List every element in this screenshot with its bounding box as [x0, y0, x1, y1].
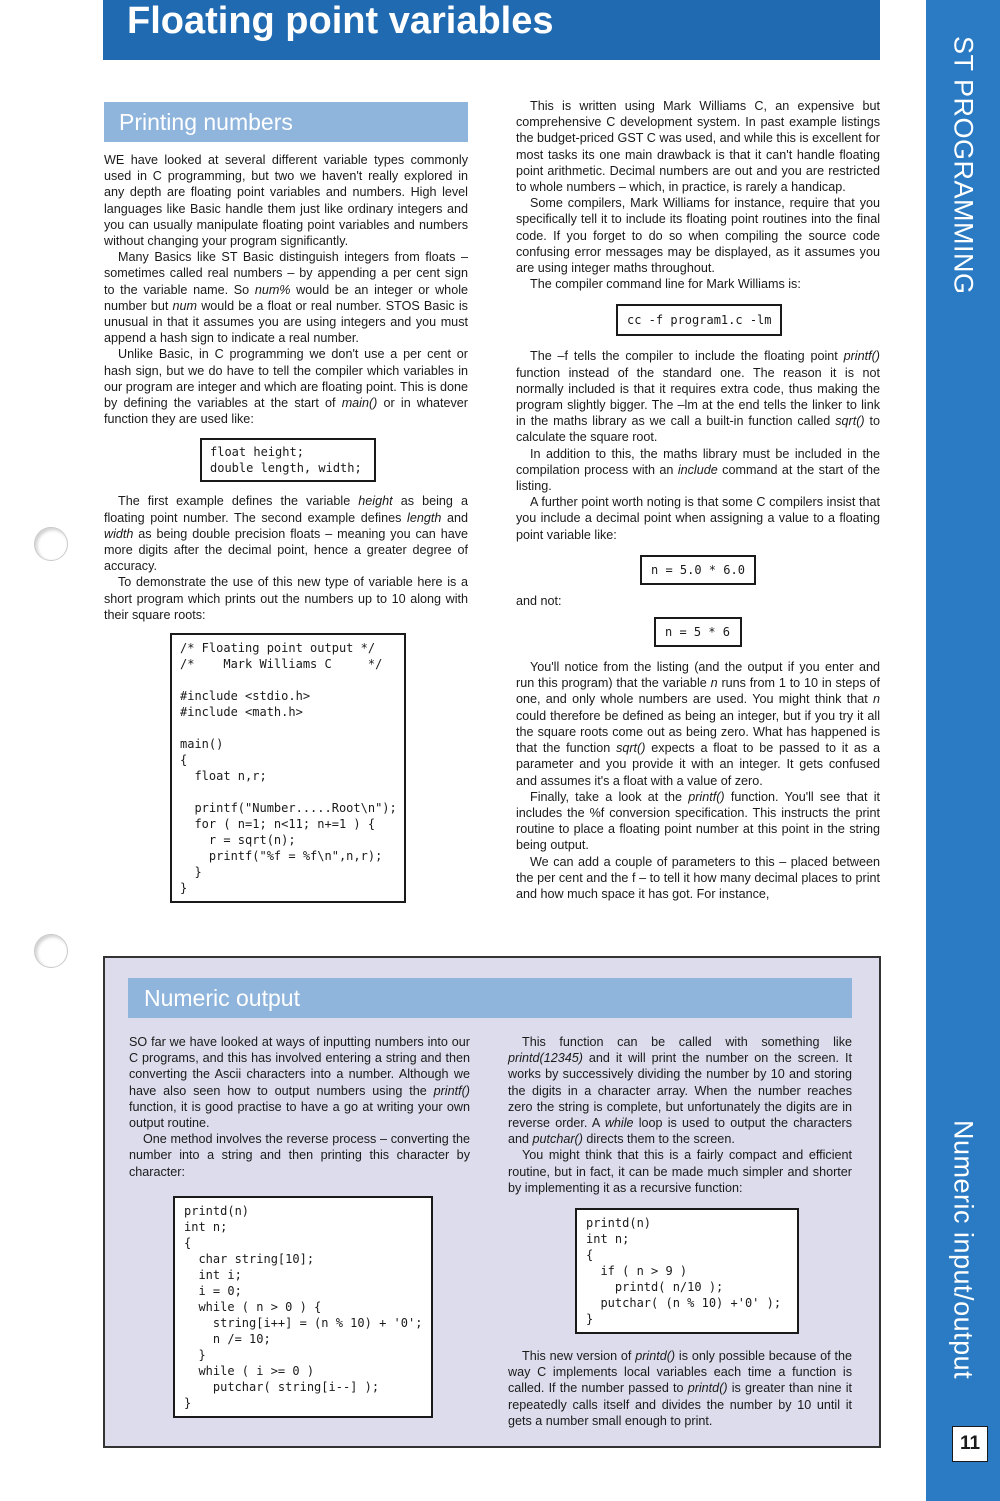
numeric-output-heading: [128, 978, 852, 1018]
paragraph: We can add a couple of parameters to this – placed between the per cent and the f – to tell it how many decimal places to print and how much space it has got. For instance,: [516, 854, 880, 901]
code-listing: /* Floating point output */ /* Mark Williams C */ #include <stdio.h> #include <math.h> main() { float n,r; printf("Number.....Root\n"); for ( n=1; n<11; n+=1 ) { r = sqrt(n); printf("%f = %f\n",n,r); } }: [170, 633, 406, 903]
paragraph: You might think that this is a fairly compact and efficient routine, but in fact, it can be made much simpler and shorter by implementing it as a recursive function:: [508, 1148, 852, 1195]
title-banner: [103, 0, 880, 60]
paragraph: The first example defines the variable height as being a floating point number. The second example defines length and width as being double precision floats – meaning you can have more digits after the decimal point, hence a greater degree of accuracy.: [104, 494, 468, 574]
code-listing: float height; double length, width;: [200, 438, 376, 482]
paragraph: You'll notice from the listing (and the output if you enter and run this program) that the variable n runs from 1 to 10 in steps of one, and only whole numbers are used. You might think that n could therefore be defined as being an integer, but if you try it all the square roots come out as being zero. What has happened is that the function sqrt() expects a float to be passed to it as a parameter and you provide it with an integer. It gets confused and assumes it's a float with a value of zero.: [516, 660, 880, 788]
code-listing: cc -f program1.c -lm: [616, 304, 782, 336]
printing-numbers-heading: [104, 102, 468, 142]
paragraph: One method involves the reverse process – converting the number into a string and then printing this character by character:: [129, 1132, 470, 1179]
paragraph: The –f tells the compiler to include the floating point printf() function instead of the standard one. The reason it is not normally included is that it requires extra code, thus making the program slightly bigger. The –lm at the end tells the linker to link in the maths library as we call a built-in function called sqrt() to calculate the square root.: [516, 349, 880, 445]
paragraph: WE have looked at several different variable types commonly used in C programming, but two we haven't really explored in any depth are floating point variables and numbers. High level languages like Basic handle them just like ordinary integers and you can usually manipulate floating point variables and numbers without changing your program significantly.: [104, 153, 468, 249]
binder-hole: [34, 527, 68, 561]
section-heading: Numeric output: [144, 985, 300, 1011]
paragraph: SO far we have looked at ways of inputting numbers into our C programs, and this has involved entering a string and then converting the Ascii characters into a number. Although we have also seen how to output numbers using the printf() function, it is good practise to have a go at writing your own output routine.: [129, 1035, 470, 1131]
paragraph: Finally, take a look at the printf() function. You'll see that it includes the %f conversion specification. This instructs the print routine to place a floating point number at this point in the string being output.: [516, 789, 880, 853]
binder-hole: [34, 934, 68, 968]
paragraph: Unlike Basic, in C programming we don't use a per cent or hash sign, but we do have to tell the compiler which variables in our program are integer and which are floating point. This is done by defining the variables at the start of main() or in whatever function they are used like:: [104, 347, 468, 427]
page-title: Floating point variables: [127, 0, 554, 42]
right-column: [516, 98, 880, 902]
section-name: ST PROGRAMMING: [948, 35, 979, 295]
code-listing: printd(n) int n; { if ( n > 9 ) printd( n/10 ); putchar( (n % 10) +'0' ); }: [575, 1208, 799, 1334]
paragraph: The compiler command line for Mark Williams is:: [530, 277, 801, 292]
paragraph: A further point worth noting is that some C compilers insist that you include a decimal point when assigning a value to a floating point variable like:: [516, 495, 880, 542]
panel-right-column: [508, 1034, 852, 1429]
side-topic-label: [926, 1100, 1000, 1400]
topic-name: Numeric input/output: [948, 1120, 979, 1380]
paragraph: Some compilers, Mark Williams for instance, require that you specifically tell it to include its floating point routines into the final code. If you forget to do so when compiling the source code confusing error messages may be displayed, as it assumes you are using integer maths throughout.: [516, 196, 880, 276]
paragraph: This is written using Mark Williams C, an expensive but comprehensive C development system. In past example listings the budget-priced GST C was used, and while this is excellent for most tasks its one main drawback is that it can't handle floating point arithmetic. Decimal numbers are out and you are restricted to whole numbers – which, in practice, is rarely a handicap.: [516, 99, 880, 195]
paragraph: This new version of printd() is only possible because of the way C implements local variables each time a function is called. If the number passed to printd() is greater than nine it repeatedly calls itself and divides the number by 10 until it gets a number small enough to print.: [508, 1349, 852, 1428]
section-heading: Printing numbers: [119, 109, 293, 135]
paragraph: In addition to this, the maths library must be included in the compilation process with an include command at the start of the listing.: [516, 446, 880, 494]
left-column: [104, 152, 468, 903]
paragraph: This function can be called with something like printd(12345) and it will print the number on the screen. It works by successively dividing the number by 10 and storing the digits in a character array. When the number reaches zero the string is complete, but unfortunately the digits are in reverse order. A while loop is used to output the characters and putchar() directs them to the screen.: [508, 1035, 852, 1147]
code-listing: printd(n) int n; { char string[10]; int i; i = 0; while ( n > 0 ) { string[i++] = (n % 10) + '0'; n /= 10; } while ( i >= 0 ) putchar( string[i--] ); }: [173, 1196, 433, 1418]
paragraph: Many Basics like ST Basic distinguish integers from floats – sometimes called real numbers – by appending a per cent sign to the variable name. So num% would be an integer or whole number but num would be a float or real number. STOS Basic is unusual in that it assumes you are using integers and you must append a hash sign to indicate a real number.: [104, 250, 468, 346]
paragraph: and not:: [516, 593, 562, 608]
paragraph: To demonstrate the use of this new type of variable here is a short program which prints out the numbers up to 10 along with their square roots:: [104, 575, 468, 622]
code-listing: n = 5.0 * 6.0: [640, 555, 756, 585]
side-section-label: [926, 30, 1000, 300]
page-number: 11: [952, 1426, 988, 1462]
panel-left-column: [129, 1034, 470, 1418]
code-listing: n = 5 * 6: [654, 617, 742, 647]
